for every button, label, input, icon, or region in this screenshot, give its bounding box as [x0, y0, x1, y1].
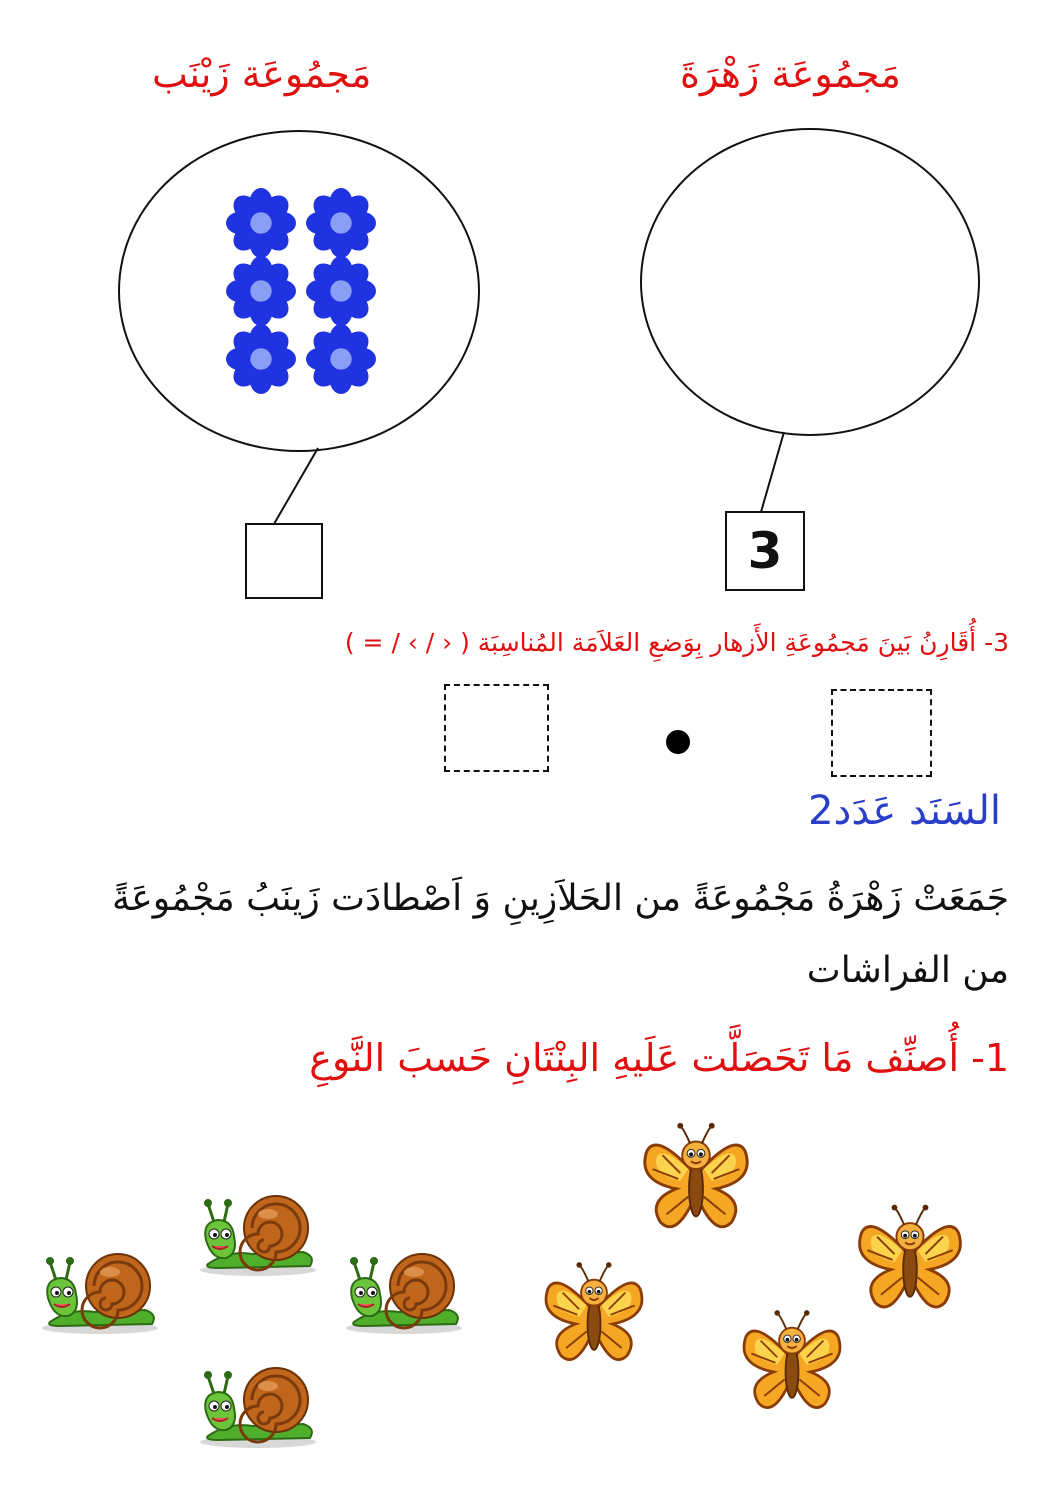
snail-icon — [198, 1192, 318, 1284]
context-line-1: جَمَعَتْ زَهْرَةُ مَجْمُوعَةً من الحَلاَزِينِ وَ اَصْطادَت زَينَبُ مَجْمُوعَةً — [111, 878, 1009, 919]
butterfly-icon — [634, 1112, 758, 1240]
context-heading: السَنَد عَدَد2 — [808, 788, 1001, 834]
compare-box-left[interactable] — [444, 684, 549, 772]
compare-sign-slot[interactable] — [666, 730, 690, 754]
question-1-text: 1- أُصنِّف مَا تَحَصَلَّت عَلَيهِ البِنْتَانِ حَسبَ النَّوعِ — [309, 1036, 1009, 1080]
group-title-zahra: مَجمُوعَة زَهْرَةَ — [680, 52, 901, 96]
count-box-zaynab[interactable] — [245, 523, 323, 599]
question-3-text: 3- أُقَارِنُ بَينَ مَجمُوعَةِ الأَزهار بِوَضعِ العَلاَمَة المُناسِبَة ( ‹ / › / = ) — [344, 628, 1009, 657]
context-line-2: من الفراشات — [806, 950, 1009, 991]
connector-lines — [0, 0, 1053, 620]
snail-icon — [344, 1250, 464, 1342]
butterfly-icon — [732, 1300, 852, 1420]
connector-zahra — [761, 432, 784, 512]
butterfly-icon — [536, 1252, 652, 1372]
butterfly-icon — [848, 1194, 972, 1320]
snail-icon — [198, 1364, 318, 1456]
group-title-zaynab: مَجمُوعَة زَيْنَب — [152, 52, 372, 96]
count-box-zahra[interactable]: 3 — [725, 511, 805, 591]
compare-box-right[interactable] — [831, 689, 932, 777]
snail-icon — [40, 1250, 160, 1342]
connector-zaynab — [274, 448, 318, 524]
